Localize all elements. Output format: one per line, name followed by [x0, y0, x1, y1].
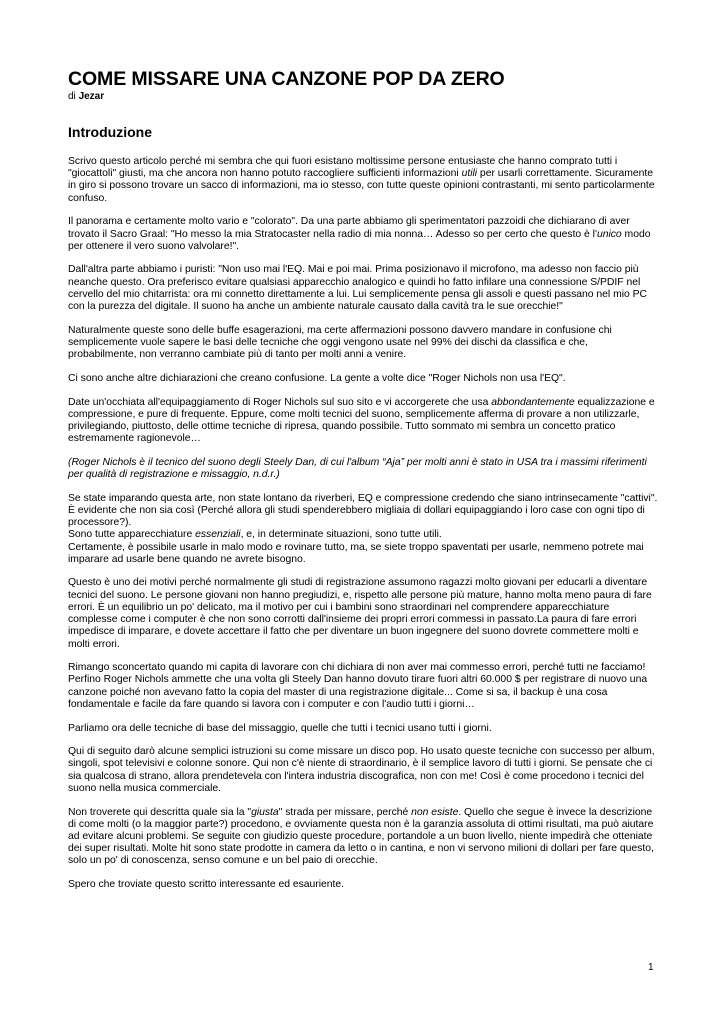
paragraph: Parliamo ora delle tecniche di base del missaggio, quelle che tutti i tecnici usano tutti i giorni.	[68, 722, 492, 734]
paragraph: Spero che troviate questo scritto interessante ed esauriente.	[68, 879, 345, 891]
page-number: 1	[648, 962, 654, 973]
paragraph: Rimango sconcertato quando mi capita di lavorare con chi dichiara di non aver mai commesso errori, perché tutti ne facciamo! Perfino Roger Nichols ammette che una volta gli Steely Dan hanno dovuto tirare fuori altri 60.000 $ per registrare di nuovo una canzone poiché non avevano fatto la copia del master di una registrazione digitale... Come si sa, il backup è una cosa fondamentale e facile da fare quando si lavora con i computer e con l'audio tutti i giorni…	[68, 662, 648, 710]
byline	[68, 91, 658, 103]
paragraph: Qui di seguito darò alcune semplici istruzioni su come missare un disco pop. Ho usato queste tecniche con successo per album, singoli, spot televisivi e colonne sonore. Qui non c'è niente di straordinario, è il semplice lavoro di tutti i giorni. Se pensate che ci sia qualcosa di strano, allora prendetevela con l'intera industria discografica, non con me! Così è come procedono i tecnici del suono nella musica commerciale.	[68, 746, 655, 794]
author-name: Jezar	[78, 91, 105, 102]
paragraph: Sono tutte apparecchiature essenziali, e, in determinate situazioni, sono tutte utili.	[68, 529, 442, 541]
byline-prefix: di	[68, 91, 79, 102]
paragraph: Scrivo questo articolo perché mi sembra che qui fuori esistano moltissime persone entusiaste che hanno comprato tutti i "giocattoli" giusti, ma che ancora non hanno potuto raccogliere sufficienti informazioni utili per usarli correttamente. Sicuramente in giro si possono trovare un sacco di informazioni, ma io stesso, con tutte queste opinioni contrastanti, mi sento particolarmente confuso.	[68, 156, 655, 204]
paragraph: Il panorama e certamente molto vario e "colorato". Da una parte abbiamo gli sperimentatori pazzoidi che dichiarano di aver trovato il Sacro Graal: "Ho messo la mia Stratocaster nella radio di mia nonna… Adesso so per certo che questo è l'unico modo per ottenere il vero suono valvolare!".	[68, 216, 651, 252]
paragraph: Dall'altra parte abbiamo i puristi: "Non uso mai l'EQ. Mai e poi mai. Prima posizionavo il microfono, ma adesso non faccio più neanche questo. Ora preferisco evitare qualsiasi apparecchio analogico e quindi ho fatto infilare una connessione S/PDIF nel cervello del mio chitarrista: ora mi connetto direttamente a lui. Lui semplicemente pensa gli assoli e questi passano nel mio PC con la purezza del digitale. Il suono ha anche un ambiente naturale causato dalla cavità tra le sue orecchie!"	[68, 264, 648, 313]
paragraph: Ci sono anche altre dichiarazioni che creano confusione. La gente a volte dice "Roger Nichols non usa l'EQ".	[68, 372, 566, 384]
editor-note: (Roger Nichols è il tecnico del suono degli Steely Dan, di cui l'album “Aja” per molti anni è stato in USA tra i massimi riferimenti per qualità di registrazione e missaggio, n.d.r.)	[68, 456, 647, 481]
paragraph: Certamente, è possibile usarle in malo modo e rovinare tutto, ma, se siete troppo spaventati per usarle, nemmeno potrete mai imparare ad usarle bene quando ne avrete bisogno.	[68, 541, 644, 565]
document-page	[68, 68, 658, 903]
paragraph: Questo è uno dei motivi perché normalmente gli studi di registrazione assumono ragazzi molto giovani per educarli a diventare tecnici del suono. Le persone giovani non hanno pregiudizi, e, rispetto alle persone più mature, hanno molta meno paura di fare errori. È un equilibrio un po' delicato, ma il motivo per cui i bambini sono straordinari nel comprendere apparecchiature complesse come i computer è che non sono corrotti dall'insieme dei propri errori commessi in passato.La paura di fare errori impedisce di imparare, e dovete accettare il fatto che per diventare un buon ingegnere del suono dovrete commettere molti e molti errori.	[68, 577, 652, 650]
paragraph: Non troverete qui descritta quale sia la "giusta" strada per missare, perché non esiste. Quello che segue è invece la descrizione di come molti (o la maggior parte?) procedono, e ovviamente questa non è la garanzia assoluta di ottimi risultati, ma può aiutare ad evitare alcuni problemi. Se seguite con giudizio queste procedure, portandole a un buon livello, niente impedirà che otteniate dei super risultati. Molte hit sono state prodotte in camera da letto o in cantina, e non vi servono milioni di dollari per fare questo, solo un po' di conoscenza, senso comune e un bel paio di orecchie.	[68, 806, 654, 867]
paragraph: Date un'occhiata all'equipaggiamento di Roger Nichols sul suo sito e vi accorgerete che usa abbondantemente equalizzazione e compressione, e pure di frequente. Eppure, come molti tecnici del suono, semplicemente afferma di provare a non utilizzarle, privilegiando, piuttosto, delle ottime tecniche di ripresa, quando possibile. Tutto sommato mi sembra un concetto pratico estremamente ragionevole…	[68, 396, 655, 445]
paragraph: Naturalmente queste sono delle buffe esagerazioni, ma certe affermazioni possono davvero mandare in confusione chi semplicemente vuole sapere le basi delle tecniche che oggi vengono usate nel 99% dei dischi da classifica e che, probabilmente, non verranno cambiate più di tanto per molti anni a venire.	[68, 324, 612, 361]
document-title: COME MISSARE UNA CANZONE POP DA ZERO	[68, 68, 505, 90]
section-heading: Introduzione	[68, 124, 152, 140]
paragraph: Se state imparando questa arte, non state lontano da riverberi, EQ e compressione credendo che siano intrinsecamente "cattivi". È evidente che non sia così (Perché allora gli studi spenderebbero migliaia di dollari equipaggiando i loro case con ogni tipo di processore?).	[68, 492, 658, 529]
